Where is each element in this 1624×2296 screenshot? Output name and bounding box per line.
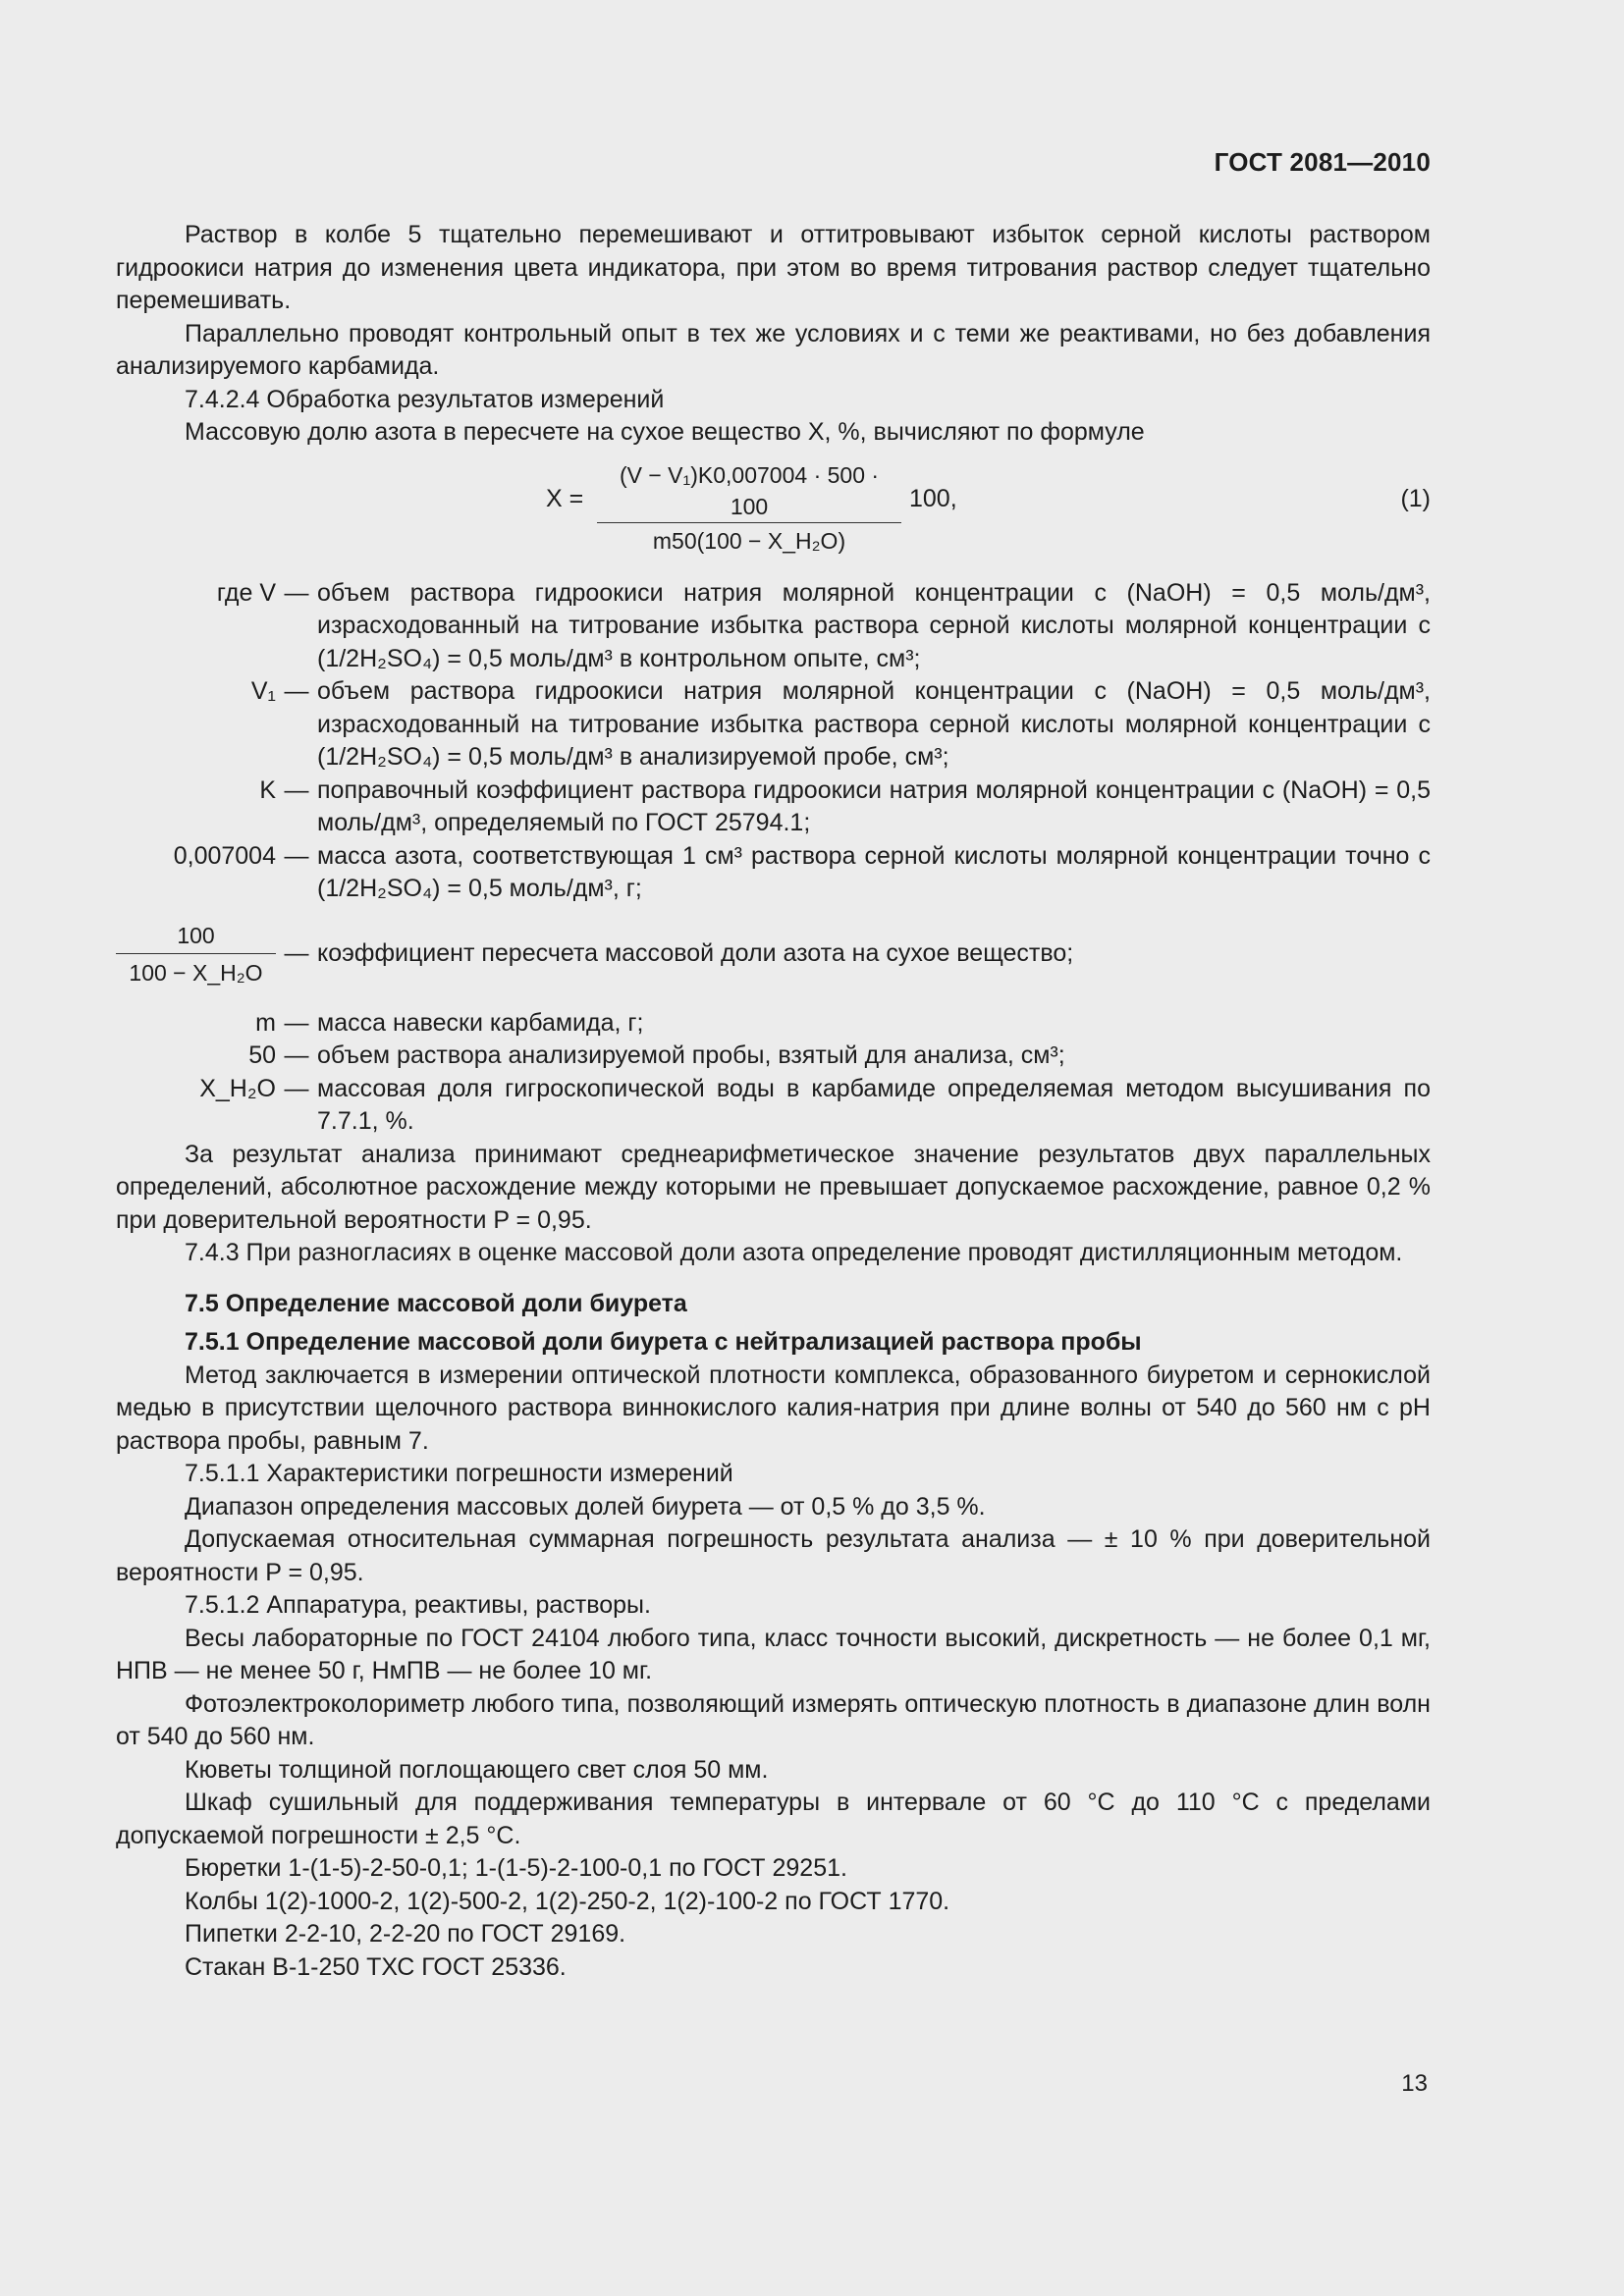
formula-1 [116, 459, 1431, 554]
definition-row [116, 577, 1431, 676]
definition-symbol: X_H₂O [199, 1074, 276, 1102]
paragraph: Параллельно проводят контрольный опыт в тех же условиях и с теми же реактивами, но без добавления анализируемого карбамида. [116, 319, 1431, 380]
definition-symbol: K [259, 775, 276, 804]
definition-text: масса азота, соответствующая 1 см³ раствора серной кислоты молярной концентрации точно c (1/2H₂SO₄) = 0,5 моль/дм³, г; [317, 841, 1431, 902]
document-header: ГОСТ 2081—2010 [1214, 147, 1431, 177]
definition-row [116, 774, 1431, 840]
document-body [116, 219, 1431, 1984]
paragraph: Фотоэлектроколориметр любого типа, позволяющий измерять оптическую плотность в диапазоне длин волн от 540 до 560 нм. [116, 1689, 1431, 1750]
definition-dash: — [284, 578, 309, 607]
paragraph: 7.5.1.1 Характеристики погрешности измерений [185, 1460, 733, 1487]
definition-dash: — [284, 677, 309, 705]
paragraph: Кюветы толщиной поглощающего свет слоя 50 мм. [185, 1755, 769, 1784]
formula-tail: 100, [909, 484, 957, 512]
section-heading: 7.5 Определение массовой доли биурета [185, 1289, 687, 1317]
paragraph: Диапазон определения массовых долей биурета — от 0,5 % до 3,5 %. [185, 1492, 986, 1521]
paragraph: Весы лабораторные по ГОСТ 24104 любого типа, класс точности высокий, дискретность — не более 0,1 мг, НПВ — не менее 50 г, НмПВ — не более 10 мг. [116, 1624, 1431, 1684]
definition-row [116, 840, 1431, 906]
paragraph: За результат анализа принимают среднеарифметическое значение результатов двух параллельных определений, абсолютное расхождение между которыми не превышает допускаемое расхождение, равное 0,2 % при доверительной вероятности P = 0,95. [116, 1140, 1431, 1234]
paragraph: Допускаемая относительная суммарная погрешность результата анализа — ± 10 % при доверительной вероятности P = 0,95. [116, 1525, 1431, 1586]
definition-fraction [116, 918, 276, 991]
paragraph: Стакан В-1-250 ТХС ГОСТ 25336. [185, 1952, 567, 1981]
paragraph: Шкаф сушильный для поддерживания температуры в интервале от 60 °С до 110 °С с пределами допускаемой погрешности ± 2,5 °С. [116, 1789, 1431, 1849]
subsection-heading: 7.5.1 Определение массовой доли биурета с нейтрализацией раствора пробы [185, 1328, 1142, 1356]
definition-text: объем раствора гидроокиси натрия молярной концентрации c (NaOH) = 0,5 моль/дм³, израсходованный на титрование избытка раствора серной кислоты молярной концентрации c (1/2H₂SO₄) = 0,5 моль/дм³ в анализируемой пробе, см³; [317, 677, 1431, 771]
formula-number: (1) [1400, 484, 1431, 512]
definition-dash: — [284, 1074, 309, 1102]
subsection-heading: 7.4.2.4 Обработка результатов измерений [185, 385, 665, 413]
definition-text: коэффициент пересчета массовой доли азота на сухое вещество; [317, 939, 1074, 968]
definition-symbol: m [255, 1008, 276, 1037]
definition-text: массовая доля гигроскопической воды в карбамиде определяемая методом высушивания по 7.7.1, %. [317, 1074, 1431, 1135]
definition-text: поправочный коэффициент раствора гидроокиси натрия молярной концентрации c (NaOH) = 0,5 моль/дм³, определяемый по ГОСТ 25794.1; [317, 775, 1431, 836]
formula-denominator: m50(100 − X_H₂O) [652, 527, 846, 554]
formula-fraction [597, 459, 901, 559]
definition-row [116, 675, 1431, 774]
definition-dash: — [284, 939, 309, 968]
paragraph: Массовую долю азота в пересчете на сухое вещество X, %, вычисляют по формуле [185, 418, 1145, 446]
fraction-denominator: 100 − X_H₂O [129, 959, 263, 986]
paragraph: Пипетки 2-2-10, 2-2-20 по ГОСТ 29169. [185, 1920, 626, 1948]
formula-numerator: (V − V₁)K0,007004 · 500 · 100 [597, 459, 901, 523]
definition-symbol: 50 [248, 1041, 276, 1069]
page-number: 13 [1401, 2070, 1428, 2097]
definition-text: объем раствора анализируемой пробы, взятый для анализа, см³; [317, 1041, 1065, 1069]
paragraph: 7.5.1.2 Аппаратура, реактивы, растворы. [185, 1591, 651, 1619]
paragraph: Колбы 1(2)-1000-2, 1(2)-500-2, 1(2)-250-2, 1(2)-100-2 по ГОСТ 1770. [185, 1887, 950, 1915]
definition-row [116, 1040, 1431, 1073]
paragraph: Раствор в колбе 5 тщательно перемешивают и оттитровывают избыток серной кислоты раствором гидроокиси натрия до изменения цвета индикатора, при этом во время титрования раствор следует тщательно перемешивать. [116, 221, 1431, 314]
definition-symbol: 0,007004 [173, 841, 276, 870]
definition-symbol: где V [216, 578, 276, 607]
definition-row [116, 1073, 1431, 1139]
definition-symbol: V₁ [250, 677, 276, 705]
definition-row-fraction [116, 918, 1431, 991]
paragraph: 7.4.3 При разногласиях в оценке массовой доли азота определение проводят дистилляционным методом. [185, 1239, 1403, 1266]
definition-text: объем раствора гидроокиси натрия молярной концентрации c (NaOH) = 0,5 моль/дм³, израсходованный на титрование избытка раствора серной кислоты молярной концентрации c (1/2H₂SO₄) = 0,5 моль/дм³ в контрольном опыте, см³; [317, 578, 1431, 672]
formula-lhs: X = [546, 484, 584, 512]
definition-dash: — [284, 1008, 309, 1037]
definition-text: масса навески карбамида, г; [317, 1008, 644, 1037]
paragraph: Бюретки 1-(1-5)-2-50-0,1; 1-(1-5)-2-100-0,1 по ГОСТ 29251. [185, 1854, 847, 1882]
paragraph: Метод заключается в измерении оптической плотности комплекса, образованного биуретом и сернокислой медью в присутствии щелочного раствора виннокислого калия-натрия при длине волны от 540 до 560 нм с pH раствора пробы, равным 7. [116, 1361, 1431, 1455]
definition-dash: — [284, 1041, 309, 1069]
definition-dash: — [284, 841, 309, 870]
variable-definitions [116, 577, 1431, 1139]
definition-dash: — [284, 775, 309, 804]
definition-row [116, 1007, 1431, 1041]
fraction-numerator: 100 [116, 918, 276, 954]
